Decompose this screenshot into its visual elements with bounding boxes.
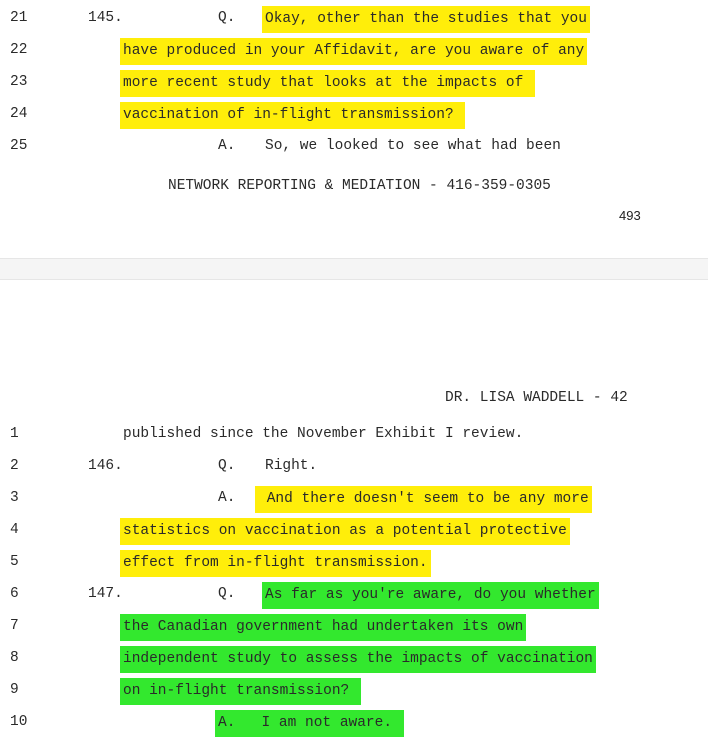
line-number: 4 <box>10 522 19 538</box>
line-text: A. <box>218 490 236 506</box>
line-text: Q. <box>218 10 236 26</box>
line-number: 22 <box>10 42 28 58</box>
transcript-line <box>0 486 708 510</box>
line-number: 3 <box>10 490 19 506</box>
page-footer: NETWORK REPORTING & MEDIATION - 416-359-0305 <box>168 178 551 194</box>
transcript-line <box>0 102 708 126</box>
line-number: 21 <box>10 10 28 26</box>
highlighted-text: A. I am not aware. <box>215 710 404 737</box>
highlighted-text: statistics on vaccination as a potential protective <box>120 518 570 545</box>
line-text: 145. <box>88 10 123 26</box>
transcript-page-493 <box>0 0 708 258</box>
line-text: Q. <box>218 458 236 474</box>
transcript-line <box>0 6 708 30</box>
transcript-line <box>0 518 708 542</box>
line-number: 6 <box>10 586 19 602</box>
line-number: 9 <box>10 682 19 698</box>
page-separator <box>0 258 708 280</box>
transcript-line <box>0 678 708 702</box>
highlighted-text: As far as you're aware, do you whether <box>262 582 599 609</box>
transcript-line <box>0 614 708 638</box>
highlighted-text: Okay, other than the studies that you <box>262 6 590 33</box>
highlighted-text: And there doesn't seem to be any more <box>255 486 592 513</box>
transcript-line <box>0 454 708 478</box>
transcript-line <box>0 582 708 606</box>
highlighted-text: on in-flight transmission? <box>120 678 361 705</box>
highlighted-text: more recent study that looks at the impacts of <box>120 70 535 97</box>
line-number: 10 <box>10 714 28 730</box>
transcript-line <box>0 710 708 734</box>
transcript-line <box>0 550 708 574</box>
line-text: So, we looked to see what had been <box>265 138 561 154</box>
line-text: A. <box>218 138 236 154</box>
highlighted-text: have produced in your Affidavit, are you aware of any <box>120 38 587 65</box>
line-text: 146. <box>88 458 123 474</box>
page-header: DR. LISA WADDELL - 42 <box>445 390 628 406</box>
line-text: published since the November Exhibit I review. <box>123 426 524 442</box>
line-number: 5 <box>10 554 19 570</box>
line-text: 147. <box>88 586 123 602</box>
transcript-line <box>0 422 708 446</box>
line-number: 2 <box>10 458 19 474</box>
line-text: Q. <box>218 586 236 602</box>
page-number: 493 <box>619 208 641 223</box>
line-number: 24 <box>10 106 28 122</box>
highlighted-text: the Canadian government had undertaken its own <box>120 614 526 641</box>
line-number: 23 <box>10 74 28 90</box>
line-number: 1 <box>10 426 19 442</box>
transcript-line <box>0 70 708 94</box>
transcript-line <box>0 38 708 62</box>
highlighted-text: independent study to assess the impacts of vaccination <box>120 646 596 673</box>
line-number: 25 <box>10 138 28 154</box>
line-number: 7 <box>10 618 19 634</box>
transcript-page-42 <box>0 280 708 736</box>
transcript-line <box>0 134 708 158</box>
highlighted-text: effect from in-flight transmission. <box>120 550 431 577</box>
highlighted-text: vaccination of in-flight transmission? <box>120 102 465 129</box>
line-number: 8 <box>10 650 19 666</box>
line-text: Right. <box>265 458 318 474</box>
transcript-line <box>0 646 708 670</box>
